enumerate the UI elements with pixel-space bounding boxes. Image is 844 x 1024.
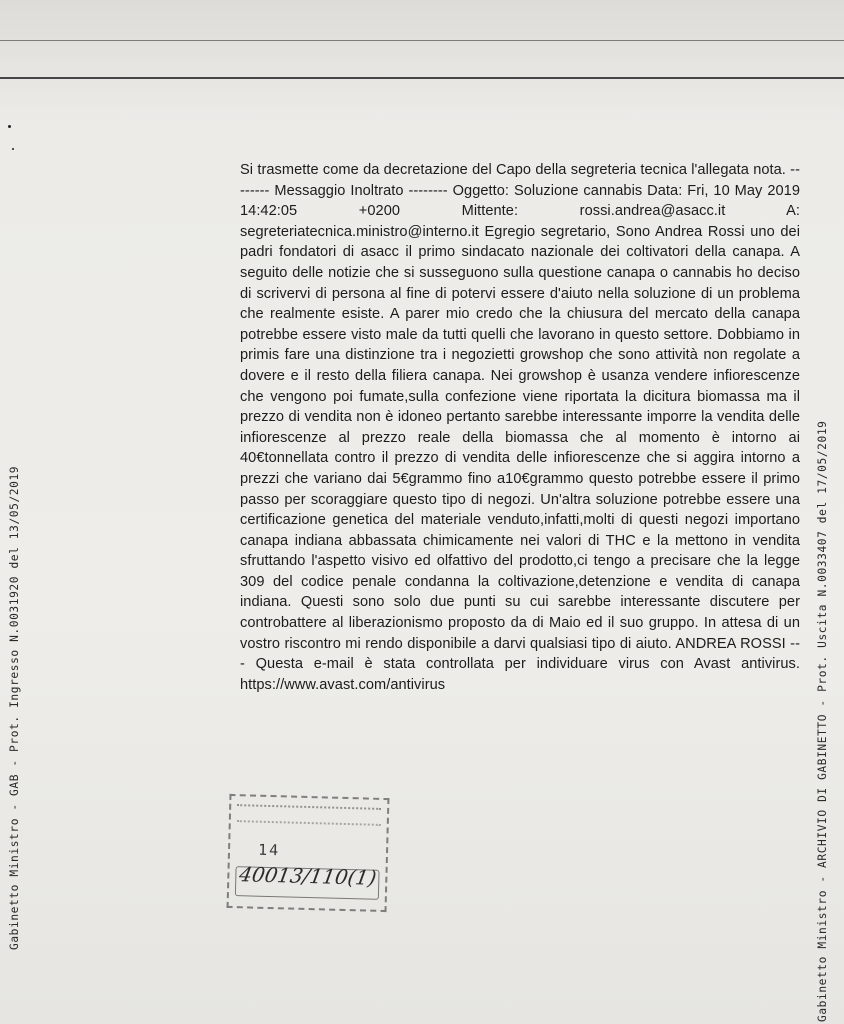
outgoing-protocol-stamp: Gabinetto Ministro - ARCHIVIO DI GABINETTO - Prot. Uscita N.0033407 del 17/05/2019 bbox=[816, 420, 829, 1022]
scan-speck bbox=[12, 148, 14, 150]
letter-body: Si trasmette come da decretazione del Capo della segreteria tecnica l'allegata nota. -------- Messaggio Inoltrato -------- Oggetto: Soluzione cannabis Data: Fri, 10 May 2019 14:42:05 +0200 Mittente: rossi.andrea@asacc.it A: segreteriatecnica.ministro@interno.it Egregio segretario, Sono Andrea Rossi uno dei padri fondatori di asacc il primo sindacato nazionale dei coltivatori della canapa. A seguito delle notizie che si susseguono sulla questione canapa o cannabis ho deciso di scrivervi di persona al fine di potervi essere d'aiuto nella soluzione di un problema che realmente esiste. A parer mio credo che la chiusura del mercato della canapa potrebbe essere visto male da tutti quelli che lavorano in questo settore. Dobbiamo in primis fare una distinzione tra i negozietti growshop che sono attività non regolate a dovere e il resto della filiera canapa. Nei growshop è usanza vendere infiorescenze che vengono poi fumate,sulla confezione viene riportata la dicitura biomassa ma il prezzo di vendita non è idoneo pertanto sarebbe interessante imporre la vendita delle infiorescenze al prezzo reale della biomassa che al momento è intorno ai 40€tonnellata contro il prezzo di vendita delle infiorescenze che si aggira intorno a prezzi che variano dai 5€grammo fino a10€grammo questo potrebbe essere il primo passo per scoraggiare questo tipo di negozi. Un'altra soluzione potrebbe essere una certificazione genetica del materiale venduto,infatti,molti di questi negozi importano canapa indiana abbassata chimicamente nei valori di THC e la mettono in vendita sfruttando l'aspetto visivo ed olfattivo del prodotto,ci tengo a precisare che la legge 309 del codice penale condanna la coltivazione,detenzione e vendita di canapa indiana. Questi sono solo due punti su cui sarebbe interessante discutere per controbattere al liberazionismo proposto da di Maio ed il suo gruppo. In attesa di un vostro riscontro mi rendo disponibile a darvi qualsiasi tipo di aiuto. ANDREA ROSSI --- Questa e-mail è stata controllata per individuare virus con Avast antivirus. https://www.avast.com/antivirus bbox=[240, 162, 800, 693]
incoming-protocol-stamp: Gabinetto Ministro - GAB - Prot. Ingresso N.0031920 del 13/05/2019 bbox=[8, 465, 21, 950]
stamp-date: 14 bbox=[257, 840, 281, 860]
stamp-header-band bbox=[237, 804, 381, 826]
top-divider bbox=[0, 40, 844, 41]
stamp-handwritten-number: 40013/110(1) bbox=[237, 862, 379, 890]
registry-stamp bbox=[227, 794, 390, 912]
header-divider bbox=[0, 77, 844, 79]
scan-speck bbox=[8, 125, 11, 128]
